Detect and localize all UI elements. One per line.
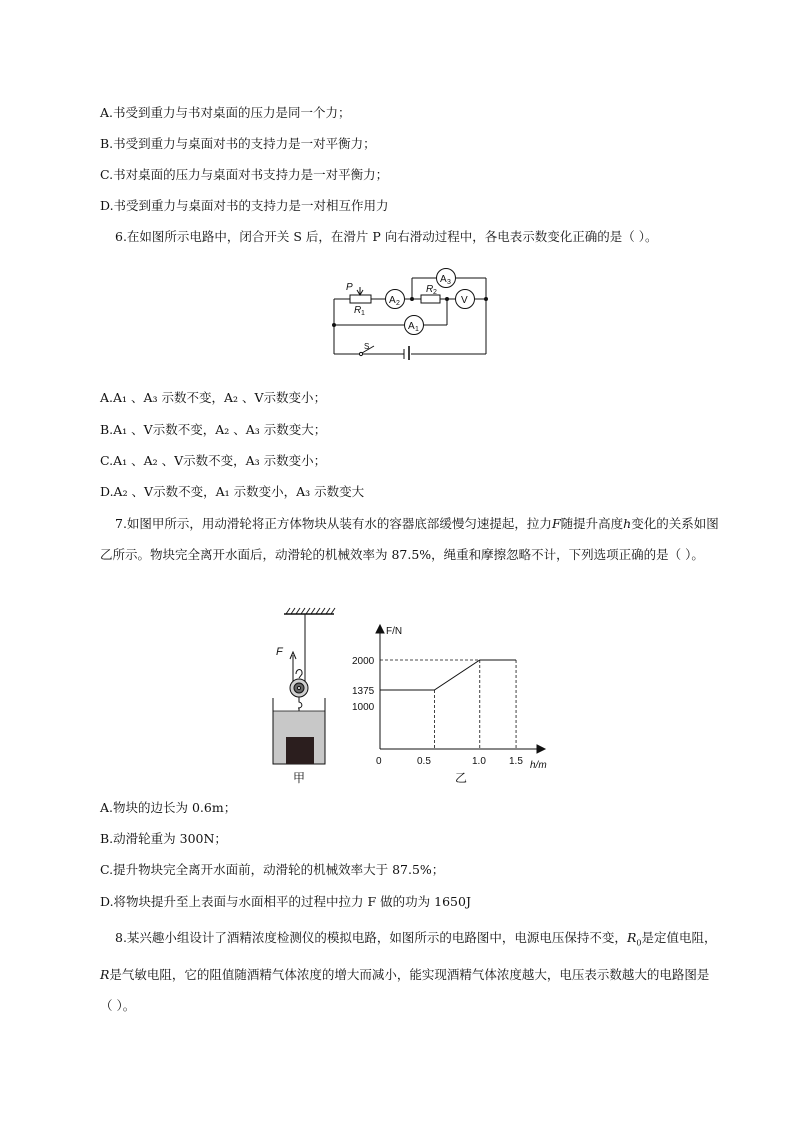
q6-option-a: A.A₁ 、A₃ 示数不变，A₂ 、V示数变小； — [100, 390, 327, 405]
q8-stem: 8.某兴趣小组设计了酒精浓度检测仪的模拟电路，如图所示的电路图中，电源电压保持不变，$R_0$是定值电阻，R是气敏电阻，它的阻值随酒精气体浓度的增大而减小，能实现酒精气体浓度越大，电压表示数越大的电路图是（ ）。 — [100, 930, 717, 1013]
q7-caption-jia: 甲 — [293, 771, 306, 784]
q6-label-p: P — [346, 282, 353, 293]
q7-figure-jia — [268, 604, 338, 784]
q6-option-c: C.A₁ 、A₂ 、V示数不变，A₃ 示数变小； — [100, 453, 327, 468]
q7-option-b: B.动滑轮重为 300N； — [100, 831, 227, 846]
q5-option-d: D.书受到重力与桌面对书的支持力是一对相互作用力 — [100, 198, 389, 213]
q6-label-r1-sub: 1 — [361, 310, 365, 317]
q6-meter-v: V — [461, 295, 468, 306]
q6-label-r2-sub: 2 — [433, 289, 437, 296]
q6-option-d: D.A₂ 、V示数不变，A₁ 示数变小，A₃ 示数变大 — [100, 484, 365, 499]
q7-option-c: C.提升物块完全离开水面前，动滑轮的机械效率大于 87.5%； — [100, 862, 445, 877]
q6-stem: 6.在如图所示电路中，闭合开关 S 后，在滑片 P 向右滑动过程中，各电表示数变化正确的是（ ）。 — [115, 229, 658, 244]
q6-meter-a3: A — [440, 274, 447, 285]
q6-label-r2: R — [426, 284, 434, 295]
q6-meter-a1-sub: 1 — [415, 326, 419, 333]
q6-label-s: S — [364, 342, 370, 351]
q5-option-a: A.书受到重力与书对桌面的压力是同一个力； — [100, 105, 351, 120]
q6-meter-a2-sub: 2 — [396, 300, 400, 307]
q5-option-c: C.书对桌面的压力与桌面对书支持力是一对平衡力； — [100, 167, 389, 182]
q7-chart-xtick-1-0: 1.0 — [472, 756, 486, 767]
q7-chart-ytick-1000: 1000 — [352, 702, 375, 713]
q5-option-b: B.书受到重力与桌面对书的支持力是一对平衡力； — [100, 136, 376, 151]
q7-option-a: A.物块的边长为 0.6m； — [100, 800, 237, 815]
q6-meter-a1: A — [408, 321, 415, 332]
q6-circuit-diagram — [320, 268, 500, 360]
q7-chart-ylabel: F/N — [386, 626, 403, 637]
q7-chart-series-line — [380, 660, 516, 690]
q7-chart-yi — [348, 620, 548, 790]
q7-chart-xtick-0-5: 0.5 — [417, 756, 431, 767]
q7-stem: 7.如图甲所示，用动滑轮将正方体物块从装有水的容器底部缓慢匀速提起，拉力F随提升高度h变化的关系如图乙所示。物块完全离开水面后，动滑轮的机械效率为 87.5%，绳重和摩擦忽略不计，下列选项正确的是（ ）。 — [100, 516, 719, 562]
q7-chart-xlabel: h/m — [530, 760, 547, 771]
q7-chart-ytick-1375: 1375 — [352, 686, 375, 697]
q7-chart-xtick-0: 0 — [376, 756, 382, 767]
q7-chart-guides — [380, 660, 516, 749]
q6-meter-a2: A — [389, 295, 396, 306]
q7-force-label: F — [276, 646, 283, 658]
q6-meter-a3-sub: 3 — [447, 279, 451, 286]
q7-chart-xtick-1-5: 1.5 — [509, 756, 523, 767]
q6-label-r1: R — [354, 305, 362, 316]
q7-chart-axes — [376, 625, 545, 753]
q7-chart-title: 乙 — [455, 771, 468, 785]
q7-option-d: D.将物块提升至上表面与水面相平的过程中拉力 F 做的功为 1650J — [100, 894, 471, 909]
q7-block — [286, 737, 314, 764]
q6-option-b: B.A₁ 、V示数不变，A₂ 、A₃ 示数变大； — [100, 422, 327, 437]
q7-chart-ytick-2000: 2000 — [352, 656, 375, 667]
